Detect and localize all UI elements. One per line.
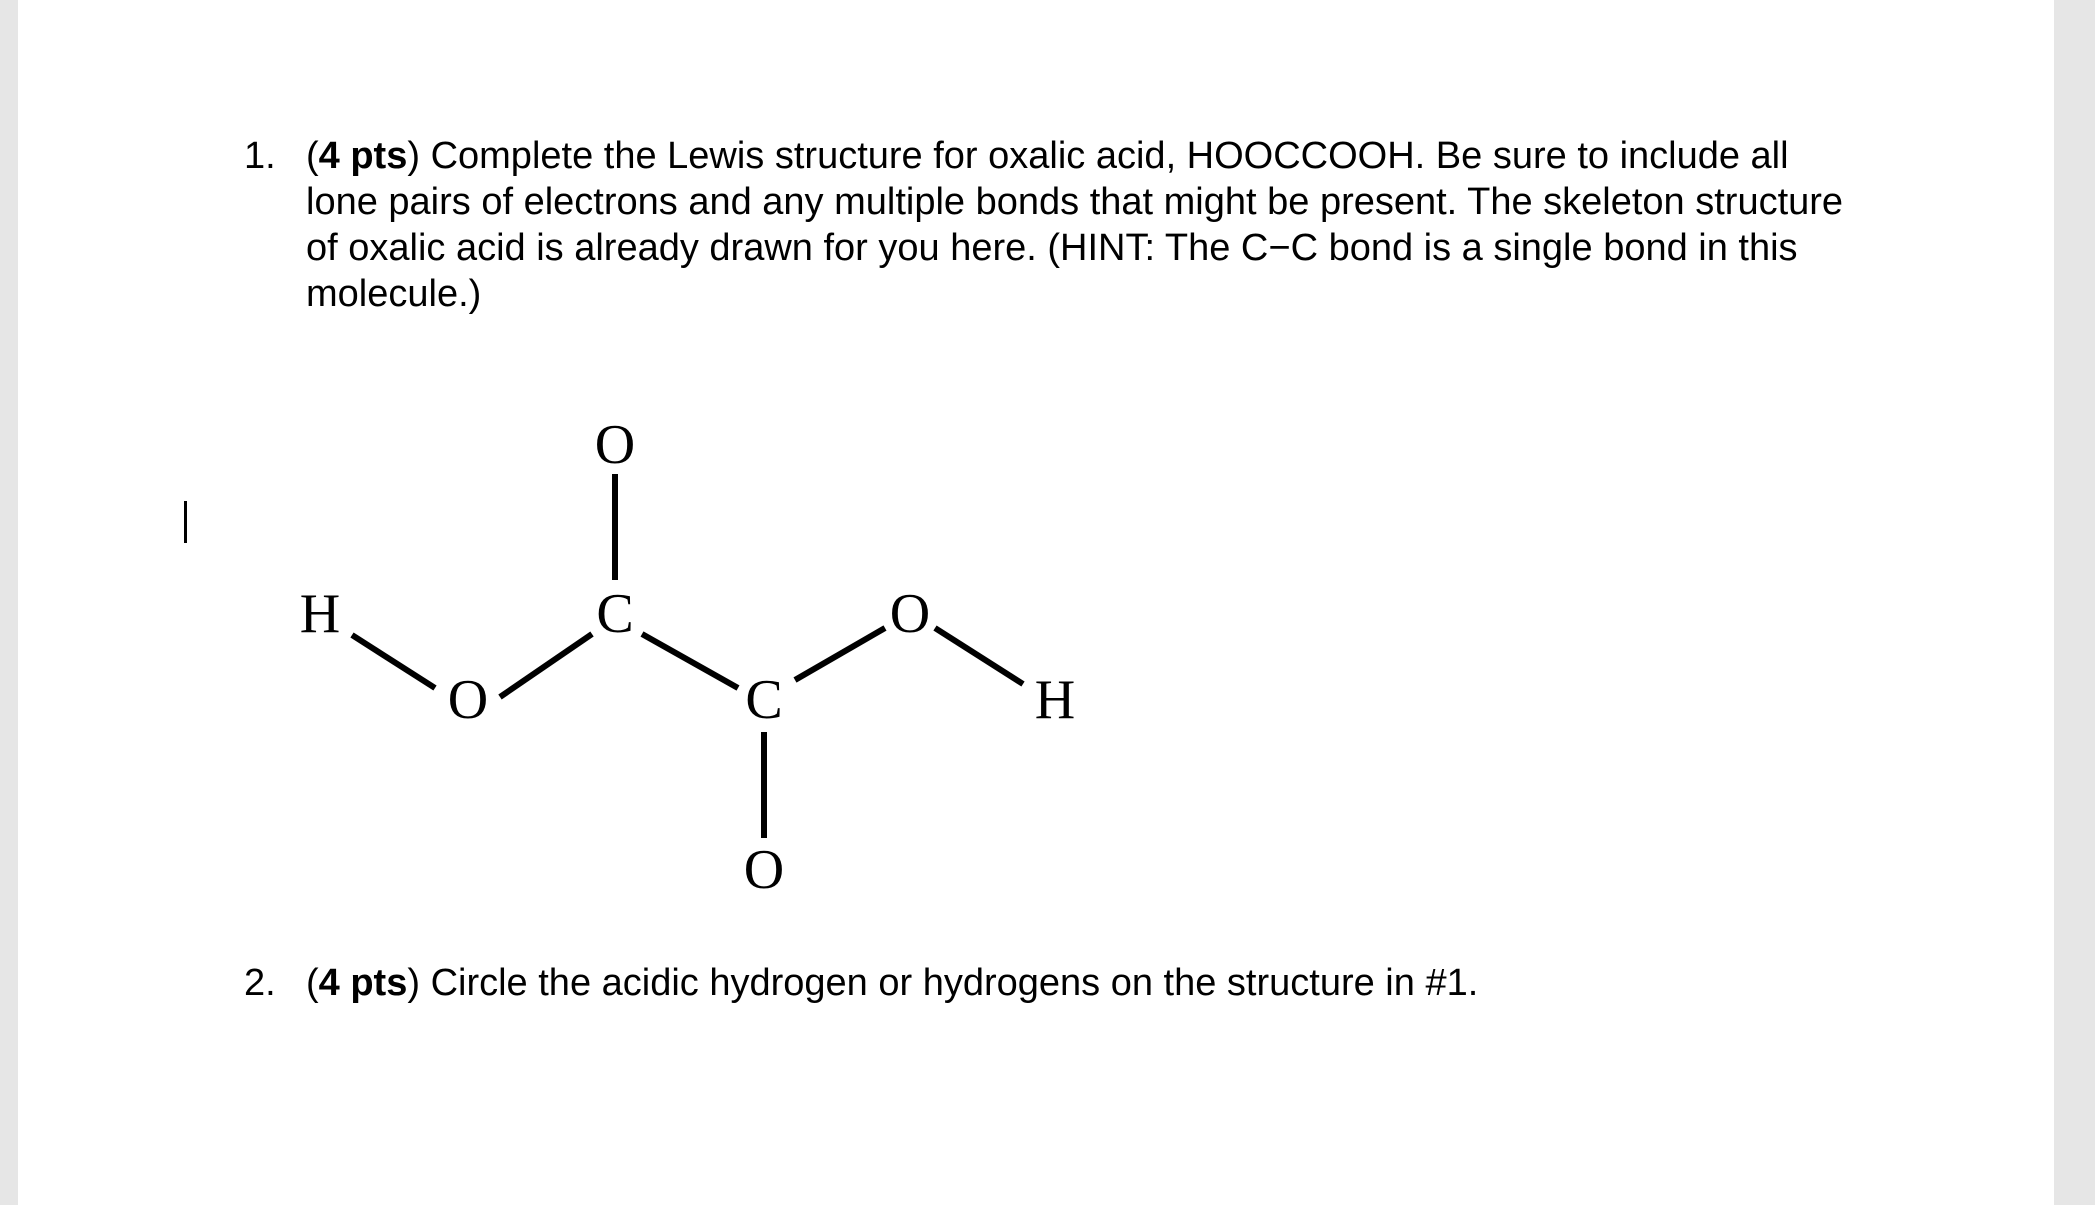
question-1-points: 4 pts: [318, 135, 408, 177]
bond-o-c-left: [500, 634, 592, 697]
question-2-points: 4 pts: [318, 962, 408, 1004]
question-2-text: Circle the acidic hydrogen or hydrogens on the structure in #1.: [430, 962, 1479, 1004]
atom-o-top: O: [594, 414, 636, 476]
bond-o-h-right: [935, 628, 1023, 684]
atom-o-left: O: [447, 669, 489, 731]
atom-h-left: H: [299, 583, 341, 645]
atom-c-left: C: [596, 583, 634, 645]
question-1-line-2: lone pairs of electrons and any multiple bonds that might be present. The skeleton structure: [306, 181, 1844, 223]
atom-h-right: H: [1034, 669, 1076, 731]
question-1-line-1: (4 pts) Complete the Lewis structure for oxalic acid, HOOCCOOH. Be sure to include all: [306, 135, 1789, 177]
question-1-number: 1.: [244, 135, 276, 177]
question-2-line-1: (4 pts) Circle the acidic hydrogen or hydrogens on the structure in #1.: [306, 962, 1479, 1004]
question-1-line-4: molecule.): [306, 273, 482, 315]
bond-h-o-left: [352, 635, 435, 688]
question-1-text-1: Complete the Lewis structure for oxalic acid, HOOCCOOH. Be sure to include all: [430, 135, 1789, 177]
question-2: [244, 960, 1964, 1006]
atom-o-right: O: [889, 583, 931, 645]
bond-c-c: [642, 634, 738, 688]
question-2-body: [306, 960, 1964, 1006]
question-1-line-3: of oxalic acid is already drawn for you here. (HINT: The C−C bond is a single bond in this: [306, 227, 1798, 269]
question-2-number: 2.: [244, 962, 276, 1004]
bond-c-o-right: [795, 628, 885, 680]
atom-c-right: C: [745, 669, 783, 731]
atom-o-bottom: O: [743, 839, 785, 901]
